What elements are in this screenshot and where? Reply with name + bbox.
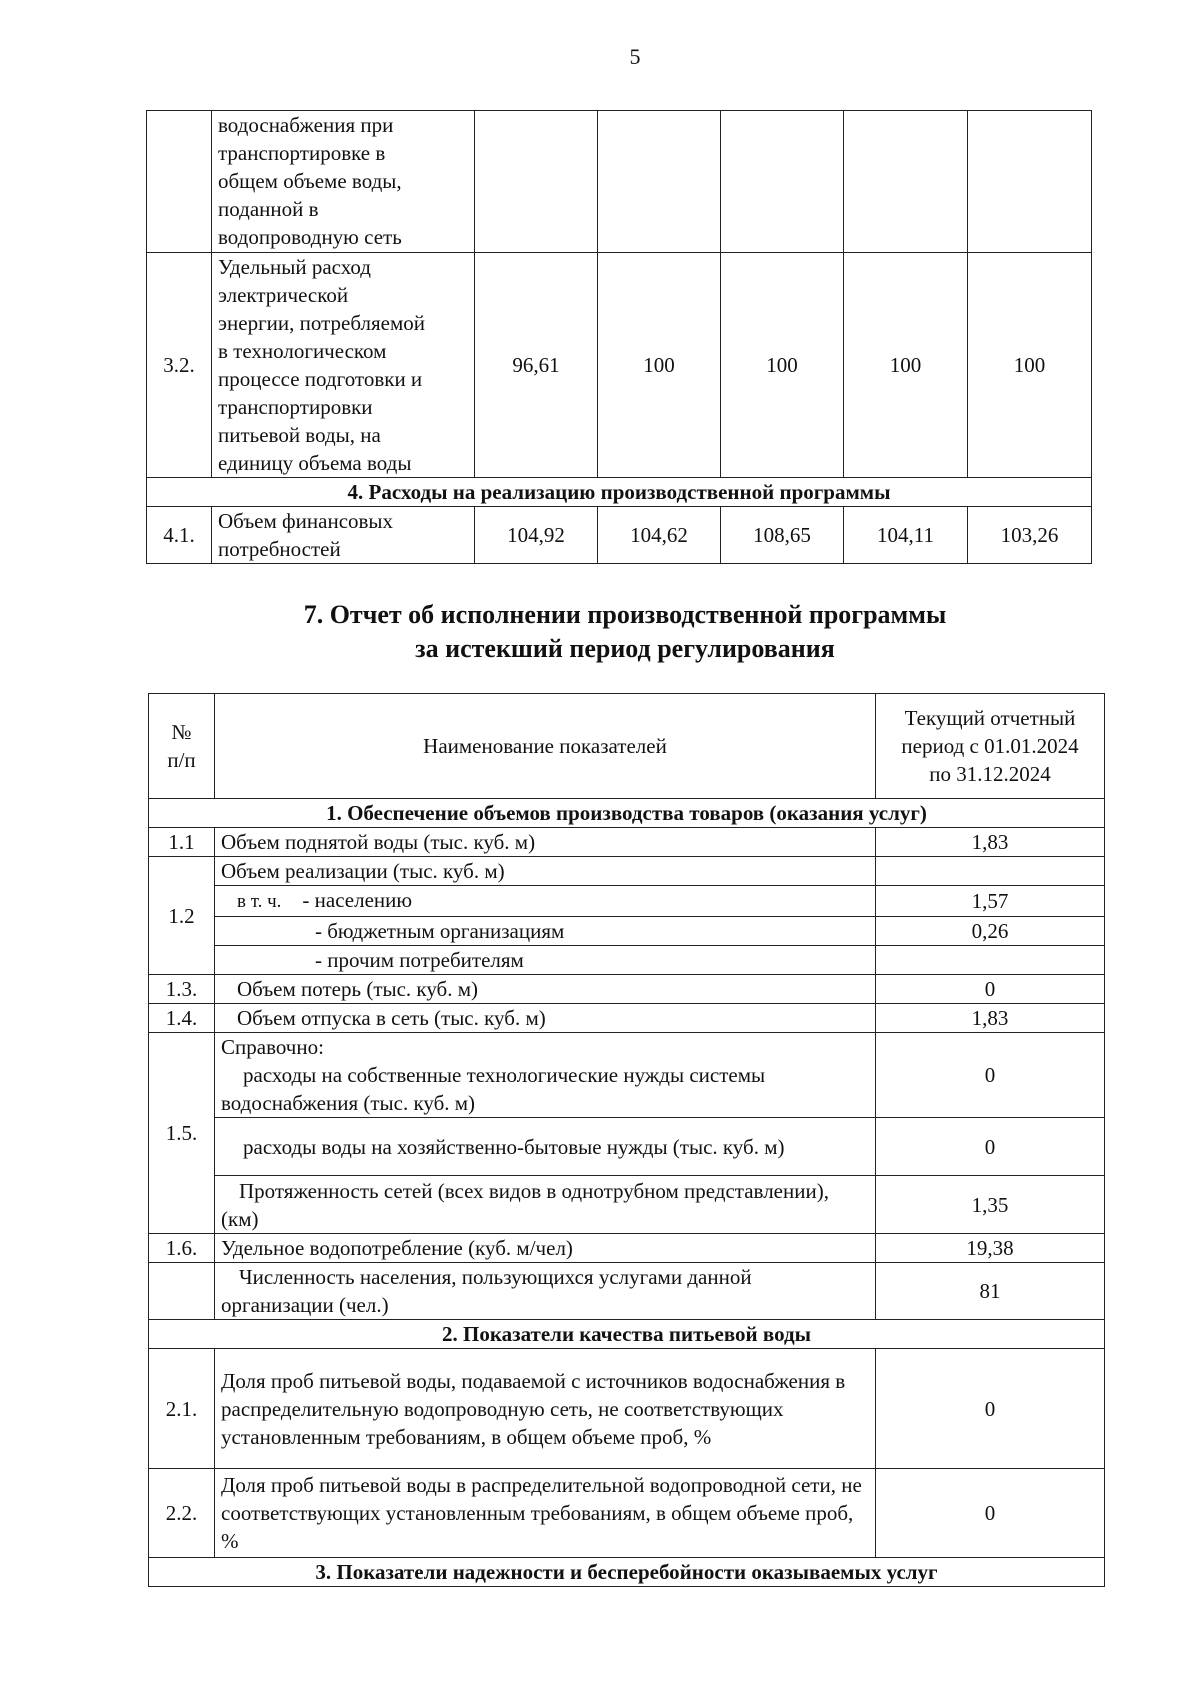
- name-line: питьевой воды, на: [218, 423, 381, 447]
- name-line: водоснабжения при: [218, 113, 394, 137]
- row-number: 1.2: [149, 857, 215, 975]
- name-line: в технологическом: [218, 339, 387, 363]
- table-row: [149, 975, 1105, 1004]
- indicator-name: [212, 111, 475, 253]
- section-heading: 4. Расходы на реализацию производственной программы: [147, 478, 1092, 507]
- page-number: 5: [629, 44, 641, 69]
- value-cell: 0: [876, 975, 1105, 1004]
- indicator-name: [212, 507, 475, 564]
- reference-text: Протяженность сетей (всех видов в однотрубном представлении), (км): [221, 1178, 829, 1231]
- indicator-name: Объем реализации (тыс. куб. м): [215, 857, 876, 886]
- title-line: за истекший период регулирования: [415, 634, 835, 663]
- sub-indicator: [215, 886, 876, 917]
- header-line: по 31.12.2024: [929, 762, 1051, 786]
- name-line: водопроводную сеть: [218, 225, 402, 249]
- value-cell: 104,92: [475, 507, 598, 564]
- value-cell: 0: [876, 1349, 1105, 1469]
- indicator-name: [215, 1263, 876, 1320]
- row-number: 1.5.: [149, 1033, 215, 1234]
- name-line: Объем финансовых: [218, 509, 394, 533]
- value-cell: 104,62: [598, 507, 721, 564]
- indicator-name: [215, 1176, 876, 1234]
- section-row: [149, 799, 1105, 828]
- table-row: [149, 1263, 1105, 1320]
- report-table: [148, 693, 1105, 1587]
- row-number: 2.2.: [149, 1469, 215, 1558]
- section-row: [149, 1558, 1105, 1587]
- value-cell: 100: [721, 253, 844, 478]
- table-row: [149, 1349, 1105, 1469]
- value-cell: 1,83: [876, 1004, 1105, 1033]
- indicator-name: [215, 1118, 876, 1176]
- value-cell: 104,11: [844, 507, 968, 564]
- value-cell: 1,35: [876, 1176, 1105, 1234]
- sub-prefix: в т. ч.: [237, 891, 282, 912]
- table-row: [149, 1004, 1105, 1033]
- indicator-text: Численность населения, пользующихся услугами данной организации (чел.): [221, 1265, 752, 1317]
- reference-label: Справочно:: [221, 1035, 324, 1059]
- section-heading: 2. Показатели качества питьевой воды: [149, 1320, 1105, 1349]
- name-line: электрической: [218, 283, 349, 307]
- header-number: [149, 694, 215, 799]
- indicator-name: Объем отпуска в сеть (тыс. куб. м): [215, 1004, 876, 1033]
- value-cell: 100: [968, 253, 1092, 478]
- value-cell: 108,65: [721, 507, 844, 564]
- table-row: [147, 253, 1092, 478]
- indicator-name: [212, 253, 475, 478]
- table-row: [149, 917, 1105, 946]
- value-cell: 0: [876, 1469, 1105, 1558]
- table-row: [149, 1033, 1105, 1118]
- table-row: [149, 946, 1105, 975]
- section-heading: 3. Показатели надежности и бесперебойности оказываемых услуг: [149, 1558, 1105, 1587]
- table-row: [149, 1234, 1105, 1263]
- header-line: №: [171, 720, 192, 744]
- indicators-table-continued: [146, 110, 1092, 564]
- name-line: общем объеме воды,: [218, 169, 402, 193]
- value-cell: 103,26: [968, 507, 1092, 564]
- indicator-name: Доля проб питьевой воды в распределительной водопроводной сети, не соответствующих установленным требованиям, в общем объеме проб, %: [215, 1469, 876, 1558]
- name-line: Удельный расход: [218, 255, 371, 279]
- indicator-name: [215, 1033, 876, 1118]
- sub-indicator: - бюджетным организациям: [215, 917, 876, 946]
- table-row: [149, 1469, 1105, 1558]
- value-cell: 81: [876, 1263, 1105, 1320]
- section-row: [147, 478, 1092, 507]
- name-line: поданной в: [218, 197, 319, 221]
- table-row: [147, 111, 1092, 253]
- value-cell: 100: [598, 253, 721, 478]
- value-cell: 1,57: [876, 886, 1105, 917]
- name-line: единицу объема воды: [218, 451, 412, 475]
- row-number: 1.4.: [149, 1004, 215, 1033]
- name-line: транспортировке в: [218, 141, 386, 165]
- header-line: п/п: [167, 748, 196, 772]
- name-line: процессе подготовки и: [218, 367, 423, 391]
- name-line: потребностей: [218, 537, 341, 561]
- section-heading: 1. Обеспечение объемов производства товаров (оказания услуг): [149, 799, 1105, 828]
- report-title: [140, 598, 1110, 666]
- indicator-name: Объем потерь (тыс. куб. м): [215, 975, 876, 1004]
- value-cell: 1,83: [876, 828, 1105, 857]
- row-number: 4.1.: [147, 507, 212, 564]
- header-line: Текущий отчетный: [904, 706, 1076, 730]
- row-number: 3.2.: [147, 253, 212, 478]
- sub-label: - населению: [302, 888, 413, 912]
- row-number: 2.1.: [149, 1349, 215, 1469]
- table-header-row: [149, 694, 1105, 799]
- reference-item: [221, 1061, 869, 1117]
- row-number: 1.3.: [149, 975, 215, 1004]
- table-row: [149, 886, 1105, 917]
- indicator-name: Доля проб питьевой воды, подаваемой с источников водоснабжения в распределительную водопроводную сеть, не соответствующих установленным требованиям, в общем объеме проб, %: [215, 1349, 876, 1469]
- reference-text: расходы на собственные технологические нужды системы водоснабжения (тыс. куб. м): [221, 1063, 766, 1115]
- sub-indicator: - прочим потребителям: [215, 946, 876, 975]
- value-cell: 96,61: [475, 253, 598, 478]
- table-row: [149, 857, 1105, 886]
- indicator-name: Объем поднятой воды (тыс. куб. м): [215, 828, 876, 857]
- table-row: [147, 507, 1092, 564]
- header-period: [876, 694, 1105, 799]
- row-number: [147, 111, 212, 253]
- value-cell: 100: [844, 253, 968, 478]
- table-row: [149, 1176, 1105, 1234]
- row-number: 1.1: [149, 828, 215, 857]
- title-line: 7. Отчет об исполнении производственной программы: [303, 600, 947, 629]
- header-line: период с 01.01.2024: [901, 734, 1079, 758]
- value-cell: 0: [876, 1118, 1105, 1176]
- table-row: [149, 1118, 1105, 1176]
- section-row: [149, 1320, 1105, 1349]
- value-cell: 0: [876, 1033, 1105, 1118]
- table-row: [149, 828, 1105, 857]
- header-name: Наименование показателей: [215, 694, 876, 799]
- value-cell: 0,26: [876, 917, 1105, 946]
- indicator-name: Удельное водопотребление (куб. м/чел): [215, 1234, 876, 1263]
- row-number: 1.6.: [149, 1234, 215, 1263]
- name-line: транспортировки: [218, 395, 373, 419]
- name-line: энергии, потребляемой: [218, 311, 426, 335]
- reference-text: расходы воды на хозяйственно-бытовые нужды (тыс. куб. м): [243, 1134, 785, 1159]
- value-cell: 19,38: [876, 1234, 1105, 1263]
